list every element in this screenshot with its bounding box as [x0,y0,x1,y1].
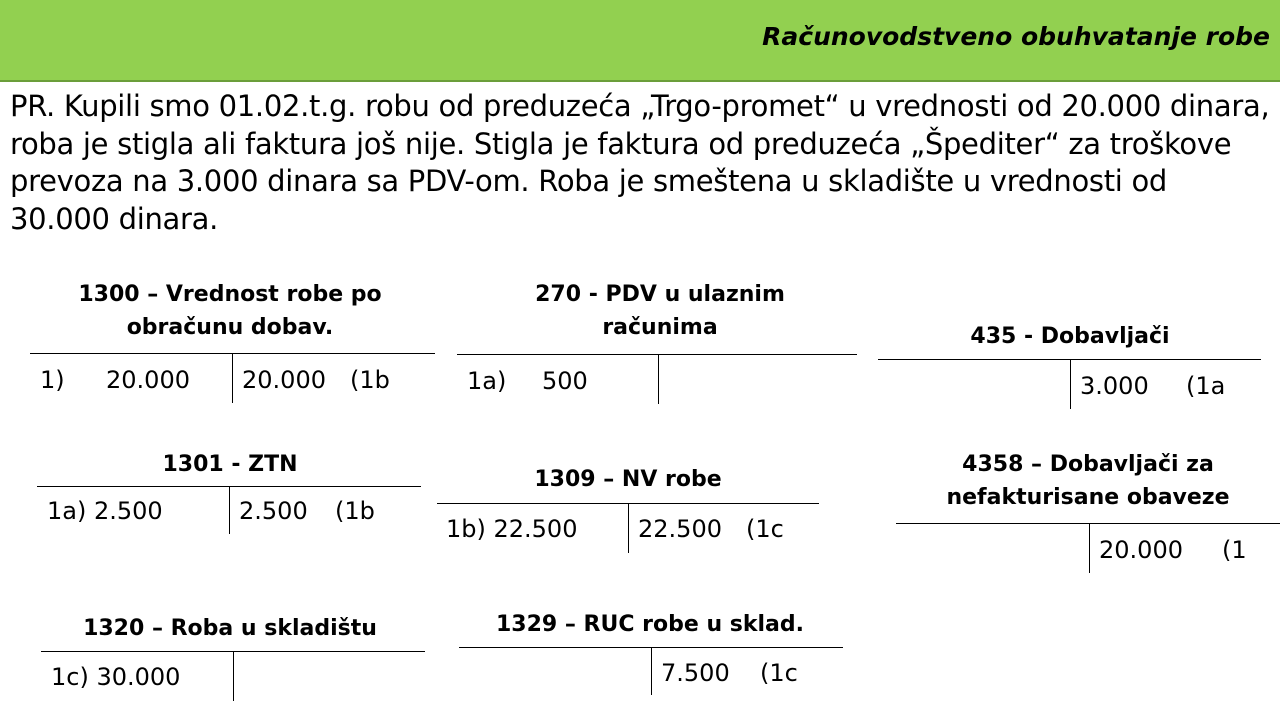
t-account-vline [1089,523,1090,573]
debit-entry: 1b) 22.500 [446,515,578,543]
credit-ref: (1c [746,515,784,543]
credit-value: 3.000 [1080,372,1149,400]
t-account-vline [233,651,234,701]
t-account-hline [896,523,1280,524]
account-title: 1320 – Roba u skladištu [83,616,377,641]
credit-value: 20.000 [1099,536,1183,564]
debit-entry: 1a) 2.500 [47,497,163,525]
account-title: 4358 – Dobavljači za nefakturisane obaveze [946,452,1230,510]
debit-ref: 1a) [467,367,507,395]
t-account-vline [628,503,629,553]
account-title: 1300 – Vrednost robe po obračunu dobav. [78,282,382,340]
account-title: 1309 – NV robe [534,467,722,492]
t-account-vline [1070,359,1071,409]
credit-ref: (1a [1186,372,1226,400]
credit-ref: (1 [1222,536,1247,564]
debit-value: 20.000 [106,366,190,394]
account-title: 1301 - ZTN [162,452,298,477]
problem-text: PR. Kupili smo 01.02.t.g. robu od preduzeća „Trgo-promet“ u vrednosti od 20.000 dinara, roba je stigla ali faktura još nije. Stigla je faktura od preduzeća „Špediter“ za troškove prevoza na 3.000 dinara sa PDV-om. Roba je smeštena u skladište u vrednosti od 30.000 dinara. [10,89,1270,236]
credit-value: 20.000 [242,366,326,394]
slide-title: Računovodstveno obuhvatanje robe [762,22,1270,51]
credit-value: 7.500 [661,659,730,687]
account-title: 270 - PDV u ulaznim računima [535,282,785,340]
t-account-vline [232,353,233,403]
t-account-vline [651,647,652,695]
credit-ref: (1b [350,366,390,394]
debit-entry: 1c) 30.000 [51,663,181,691]
header-bar [0,0,1280,82]
account-title: 1329 – RUC robe u sklad. [496,612,804,637]
account-title: 435 - Dobavljači [970,324,1170,349]
debit-value: 500 [542,367,588,395]
debit-ref: 1) [40,366,65,394]
credit-ref: (1c [760,659,798,687]
t-account-hline [457,354,857,355]
credit-value: 2.500 [239,497,308,525]
credit-ref: (1b [335,497,375,525]
t-account-vline [658,354,659,404]
t-account-vline [229,486,230,534]
credit-value: 22.500 [638,515,722,543]
